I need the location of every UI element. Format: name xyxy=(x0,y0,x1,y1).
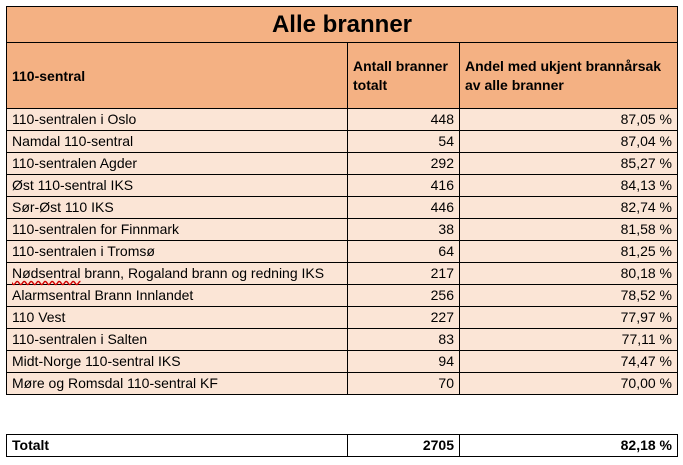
total-share: 82,18 % xyxy=(460,435,678,457)
cell-fires: 54 xyxy=(348,131,460,153)
cell-central: Øst 110-sentral IKS xyxy=(7,175,348,197)
cell-share: 85,27 % xyxy=(460,153,678,175)
cell-share: 87,05 % xyxy=(460,109,678,131)
header-unknown-share: Andel med ukjent brannårsak av alle branner xyxy=(460,43,678,109)
cell-fires: 64 xyxy=(348,241,460,263)
spellcheck-underlined-word: Nødsentral xyxy=(12,265,81,281)
cell-share: 84,13 % xyxy=(460,175,678,197)
cell-central: Sør-Øst 110 IKS xyxy=(7,197,348,219)
cell-central: Møre og Romsdal 110-sentral KF xyxy=(7,373,348,395)
table-row xyxy=(7,175,678,197)
table-row xyxy=(7,329,678,351)
total-label: Totalt xyxy=(7,435,348,457)
cell-share: 70,00 % xyxy=(460,373,678,395)
table-row xyxy=(7,131,678,153)
cell-fires: 256 xyxy=(348,285,460,307)
cell-central: Midt-Norge 110-sentral IKS xyxy=(7,351,348,373)
table-row xyxy=(7,219,678,241)
table-row xyxy=(7,285,678,307)
cell-fires: 416 xyxy=(348,175,460,197)
table-row xyxy=(7,241,678,263)
cell-fires: 217 xyxy=(348,263,460,285)
cell-central: Alarmsentral Brann Innlandet xyxy=(7,285,348,307)
table-row xyxy=(7,307,678,329)
total-row xyxy=(7,435,678,457)
table-row xyxy=(7,153,678,175)
cell-fires: 83 xyxy=(348,329,460,351)
cell-share: 81,25 % xyxy=(460,241,678,263)
cell-central-rest: brann, Rogaland brann og redning IKS xyxy=(80,265,325,281)
cell-share: 80,18 % xyxy=(460,263,678,285)
header-fires-total: Antall branner totalt xyxy=(348,43,460,109)
cell-fires: 292 xyxy=(348,153,460,175)
table-title: Alle branner xyxy=(7,7,678,43)
table-row xyxy=(7,109,678,131)
cell-central: 110-sentralen i Tromsø xyxy=(7,241,348,263)
cell-central xyxy=(7,263,348,285)
cell-central: 110-sentralen i Salten xyxy=(7,329,348,351)
fires-table xyxy=(6,6,678,395)
table-row xyxy=(7,197,678,219)
cell-share: 87,04 % xyxy=(460,131,678,153)
table-row xyxy=(7,373,678,395)
cell-central: 110-sentralen Agder xyxy=(7,153,348,175)
cell-share: 78,52 % xyxy=(460,285,678,307)
cell-share: 77,97 % xyxy=(460,307,678,329)
cell-share: 81,58 % xyxy=(460,219,678,241)
cell-share: 82,74 % xyxy=(460,197,678,219)
cell-fires: 38 xyxy=(348,219,460,241)
table-row xyxy=(7,263,678,285)
cell-central: 110-sentralen i Oslo xyxy=(7,109,348,131)
cell-share: 77,11 % xyxy=(460,329,678,351)
header-central: 110-sentral xyxy=(7,43,348,109)
cell-fires: 446 xyxy=(348,197,460,219)
cell-share: 74,47 % xyxy=(460,351,678,373)
cell-fires: 94 xyxy=(348,351,460,373)
cell-fires: 70 xyxy=(348,373,460,395)
cell-fires: 448 xyxy=(348,109,460,131)
total-table xyxy=(6,434,678,457)
cell-fires: 227 xyxy=(348,307,460,329)
fires-document xyxy=(6,6,677,457)
total-fires: 2705 xyxy=(348,435,460,457)
cell-central: Namdal 110-sentral xyxy=(7,131,348,153)
cell-central: 110 Vest xyxy=(7,307,348,329)
header-row xyxy=(7,43,678,109)
table-row xyxy=(7,351,678,373)
cell-central: 110-sentralen for Finnmark xyxy=(7,219,348,241)
